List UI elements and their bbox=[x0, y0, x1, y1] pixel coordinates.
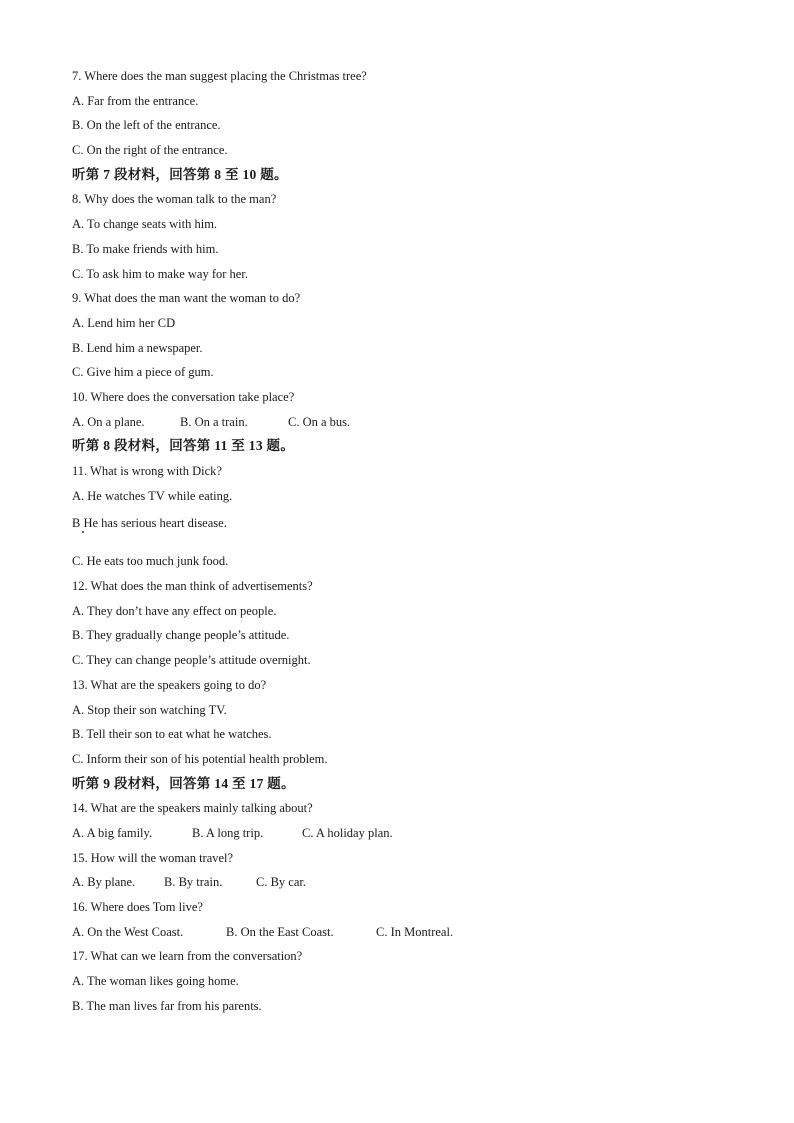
option-16a: A. On the West Coast. bbox=[72, 924, 184, 939]
option-11a: A. He watches TV while eating. bbox=[72, 488, 233, 503]
option-14a: A. A big family. bbox=[72, 825, 153, 840]
option-14b: B. A long trip. bbox=[192, 825, 264, 840]
option-13c: C. Inform their son of his potential health problem. bbox=[72, 751, 328, 766]
option-17b: B. The man lives far from his parents. bbox=[72, 998, 262, 1013]
question-11: 11. What is wrong with Dick? bbox=[72, 464, 222, 478]
question-8: 8. Why does the woman talk to the man? bbox=[72, 192, 277, 207]
question-9: 9. What does the man want the woman to do? bbox=[72, 291, 301, 306]
option-14c: C. A holiday plan. bbox=[302, 825, 393, 840]
question-13: 13. What are the speakers going to do? bbox=[72, 677, 267, 692]
option-7a: A. Far from the entrance. bbox=[72, 93, 199, 108]
option-13b: B. Tell their son to eat what he watches. bbox=[72, 727, 272, 742]
options-15 bbox=[72, 870, 732, 895]
option-8b: B. To make friends with him. bbox=[72, 241, 219, 256]
section-heading-8: 听第 8 段材料，回答第 11 至 13 题。 bbox=[72, 438, 295, 454]
option-10b: B. On a train. bbox=[180, 414, 248, 429]
option-11c: C. He eats too much junk food. bbox=[72, 554, 229, 569]
option-12a: A. They don’t have any effect on people. bbox=[72, 603, 277, 618]
option-13a: A. Stop their son watching TV. bbox=[72, 702, 227, 717]
option-16c: C. In Montreal. bbox=[376, 924, 454, 939]
section-heading-7: 听第 7 段材料，回答第 8 至 10 题。 bbox=[72, 166, 288, 182]
option-12c: C. They can change people’s attitude overnight. bbox=[72, 653, 311, 668]
question-15: 15. How will the woman travel? bbox=[72, 850, 234, 865]
stray-dot bbox=[82, 531, 84, 533]
option-15b: B. By train. bbox=[164, 875, 223, 890]
option-11b: B He has serious heart disease. bbox=[72, 516, 227, 531]
option-10a: A. On a plane. bbox=[72, 414, 145, 429]
question-10: 10. Where does the conversation take place? bbox=[72, 389, 295, 404]
spacer bbox=[72, 535, 732, 549]
options-10 bbox=[72, 410, 732, 435]
options-14 bbox=[72, 821, 732, 846]
document-page bbox=[72, 64, 732, 1018]
options-16 bbox=[72, 920, 732, 945]
option-9c: C. Give him a piece of gum. bbox=[72, 365, 214, 380]
question-17: 17. What can we learn from the conversation? bbox=[72, 949, 303, 964]
option-10c: C. On a bus. bbox=[288, 414, 351, 429]
option-15c: C. By car. bbox=[256, 875, 306, 890]
option-16b: B. On the East Coast. bbox=[226, 924, 334, 939]
question-12: 12. What does the man think of advertisements? bbox=[72, 579, 313, 594]
option-9a: A. Lend him her CD bbox=[72, 315, 176, 330]
question-16: 16. Where does Tom live? bbox=[72, 900, 203, 914]
option-7b: B. On the left of the entrance. bbox=[72, 118, 221, 133]
question-7: 7. Where does the man suggest placing the Christmas tree? bbox=[72, 69, 367, 83]
option-12b: B. They gradually change people’s attitude. bbox=[72, 628, 290, 643]
option-8c: C. To ask him to make way for her. bbox=[72, 266, 248, 281]
option-17a: A. The woman likes going home. bbox=[72, 974, 239, 989]
question-14: 14. What are the speakers mainly talking about? bbox=[72, 801, 313, 816]
option-15a: A. By plane. bbox=[72, 875, 136, 890]
option-9b: B. Lend him a newspaper. bbox=[72, 340, 203, 355]
option-7c: C. On the right of the entrance. bbox=[72, 143, 228, 158]
option-8a: A. To change seats with him. bbox=[72, 217, 218, 232]
section-heading-9: 听第 9 段材料，回答第 14 至 17 题。 bbox=[72, 775, 295, 791]
